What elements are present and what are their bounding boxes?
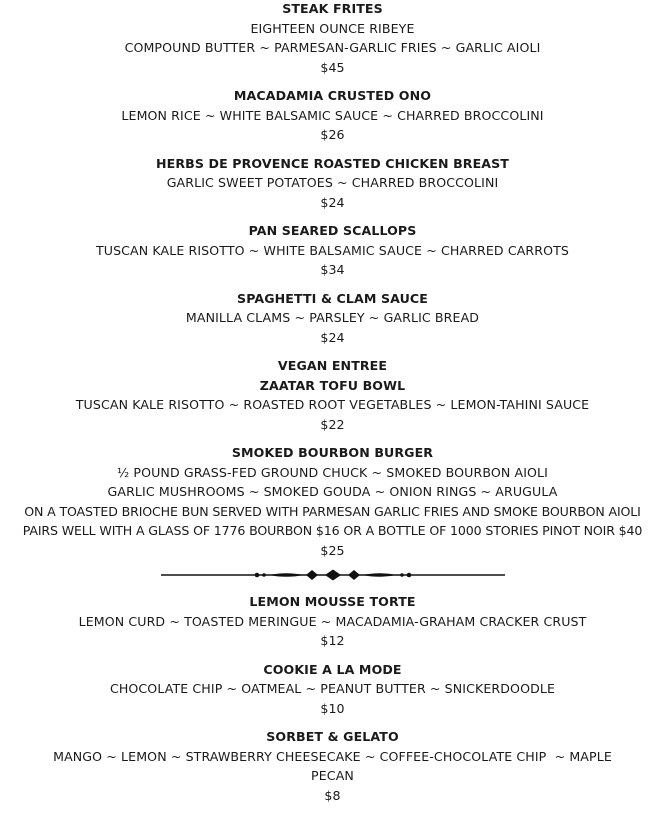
item-description: ON A TOASTED BRIOCHE BUN SERVED WITH PARMESAN GARLIC FRIES AND SMOKE BOURBON AIOLI [24,503,641,519]
menu-item [0,154,665,213]
item-description: GARLIC SWEET POTATOES ~ CHARRED BROCCOLINI [166,175,499,190]
item-description: PECAN [311,768,354,783]
item-price: $8 [324,787,341,803]
item-name: COOKIE A LA MODE [263,661,402,677]
item-description: CHOCOLATE CHIP ~ OATMEAL ~ PEANUT BUTTER ~ SNICKERDOODLE [109,681,556,696]
item-description: TUSCAN KALE RISOTTO ~ ROASTED ROOT VEGETABLES ~ LEMON-TAHINI SAUCE [75,397,590,412]
item-description: MANGO ~ LEMON ~ STRAWBERRY CHEESECAKE ~ COFFEE-CHOCOLATE CHIP ~ MAPLE [53,748,612,764]
item-price: $34 [320,262,345,277]
item-price: $24 [320,329,345,345]
menu-item [0,592,665,651]
item-name: STEAK FRITES [282,1,383,16]
item-name: ZAATAR TOFU BOWL [259,377,406,393]
item-description: MANILLA CLAMS ~ PARSLEY ~ GARLIC BREAD [185,310,480,325]
item-name: LEMON MOUSSE TORTE [249,594,416,609]
ornamental-divider-icon [0,560,665,590]
item-price: $12 [320,633,345,648]
menu-item [0,221,665,280]
menu-item [0,727,665,805]
item-description: EIGHTEEN OUNCE RIBEYE [250,20,415,36]
section-label: VEGAN ENTREE [277,358,388,373]
menu-item [0,86,665,145]
item-price: $45 [320,59,345,75]
item-description: COMPOUND BUTTER ~ PARMESAN-GARLIC FRIES ~ GARLIC AIOLI [124,40,541,55]
item-description: LEMON CURD ~ TOASTED MERINGUE ~ MACADAMIA-GRAHAM CRACKER CRUST [78,613,587,629]
item-price: $10 [320,700,345,716]
item-description: GARLIC MUSHROOMS ~ SMOKED GOUDA ~ ONION RINGS ~ ARUGULA [107,484,558,499]
item-description: ½ POUND GRASS-FED GROUND CHUCK ~ SMOKED BOURBON AIOLI [117,464,548,480]
menu-item [0,660,665,719]
item-name: PAN SEARED SCALLOPS [248,223,417,238]
item-name: HERBS DE PROVENCE ROASTED CHICKEN BREAST [156,155,509,171]
menu-item [0,0,665,77]
divider-flourish-icon [161,568,505,582]
item-name: SORBET & GELATO [266,729,399,744]
item-price: $24 [320,194,345,210]
item-name: SPAGHETTI & CLAM SAUCE [237,290,428,306]
item-description: LEMON RICE ~ WHITE BALSAMIC SAUCE ~ CHARRED BROCCOLINI [121,107,544,123]
menu-item [0,443,665,560]
menu-item [0,289,665,348]
item-price: $25 [320,542,345,558]
item-description: PAIRS WELL WITH A GLASS OF 1776 BOURBON $16 OR A BOTTLE OF 1000 STORIES PINOT NOIR $40 [22,523,643,538]
menu-item [0,356,665,434]
item-description: TUSCAN KALE RISOTTO ~ WHITE BALSAMIC SAUCE ~ CHARRED CARROTS [95,242,570,258]
item-name: SMOKED BOURBON BURGER [231,445,434,460]
item-price: $26 [320,127,345,142]
item-price: $22 [320,416,345,432]
item-name: MACADAMIA CRUSTED ONO [233,88,432,103]
